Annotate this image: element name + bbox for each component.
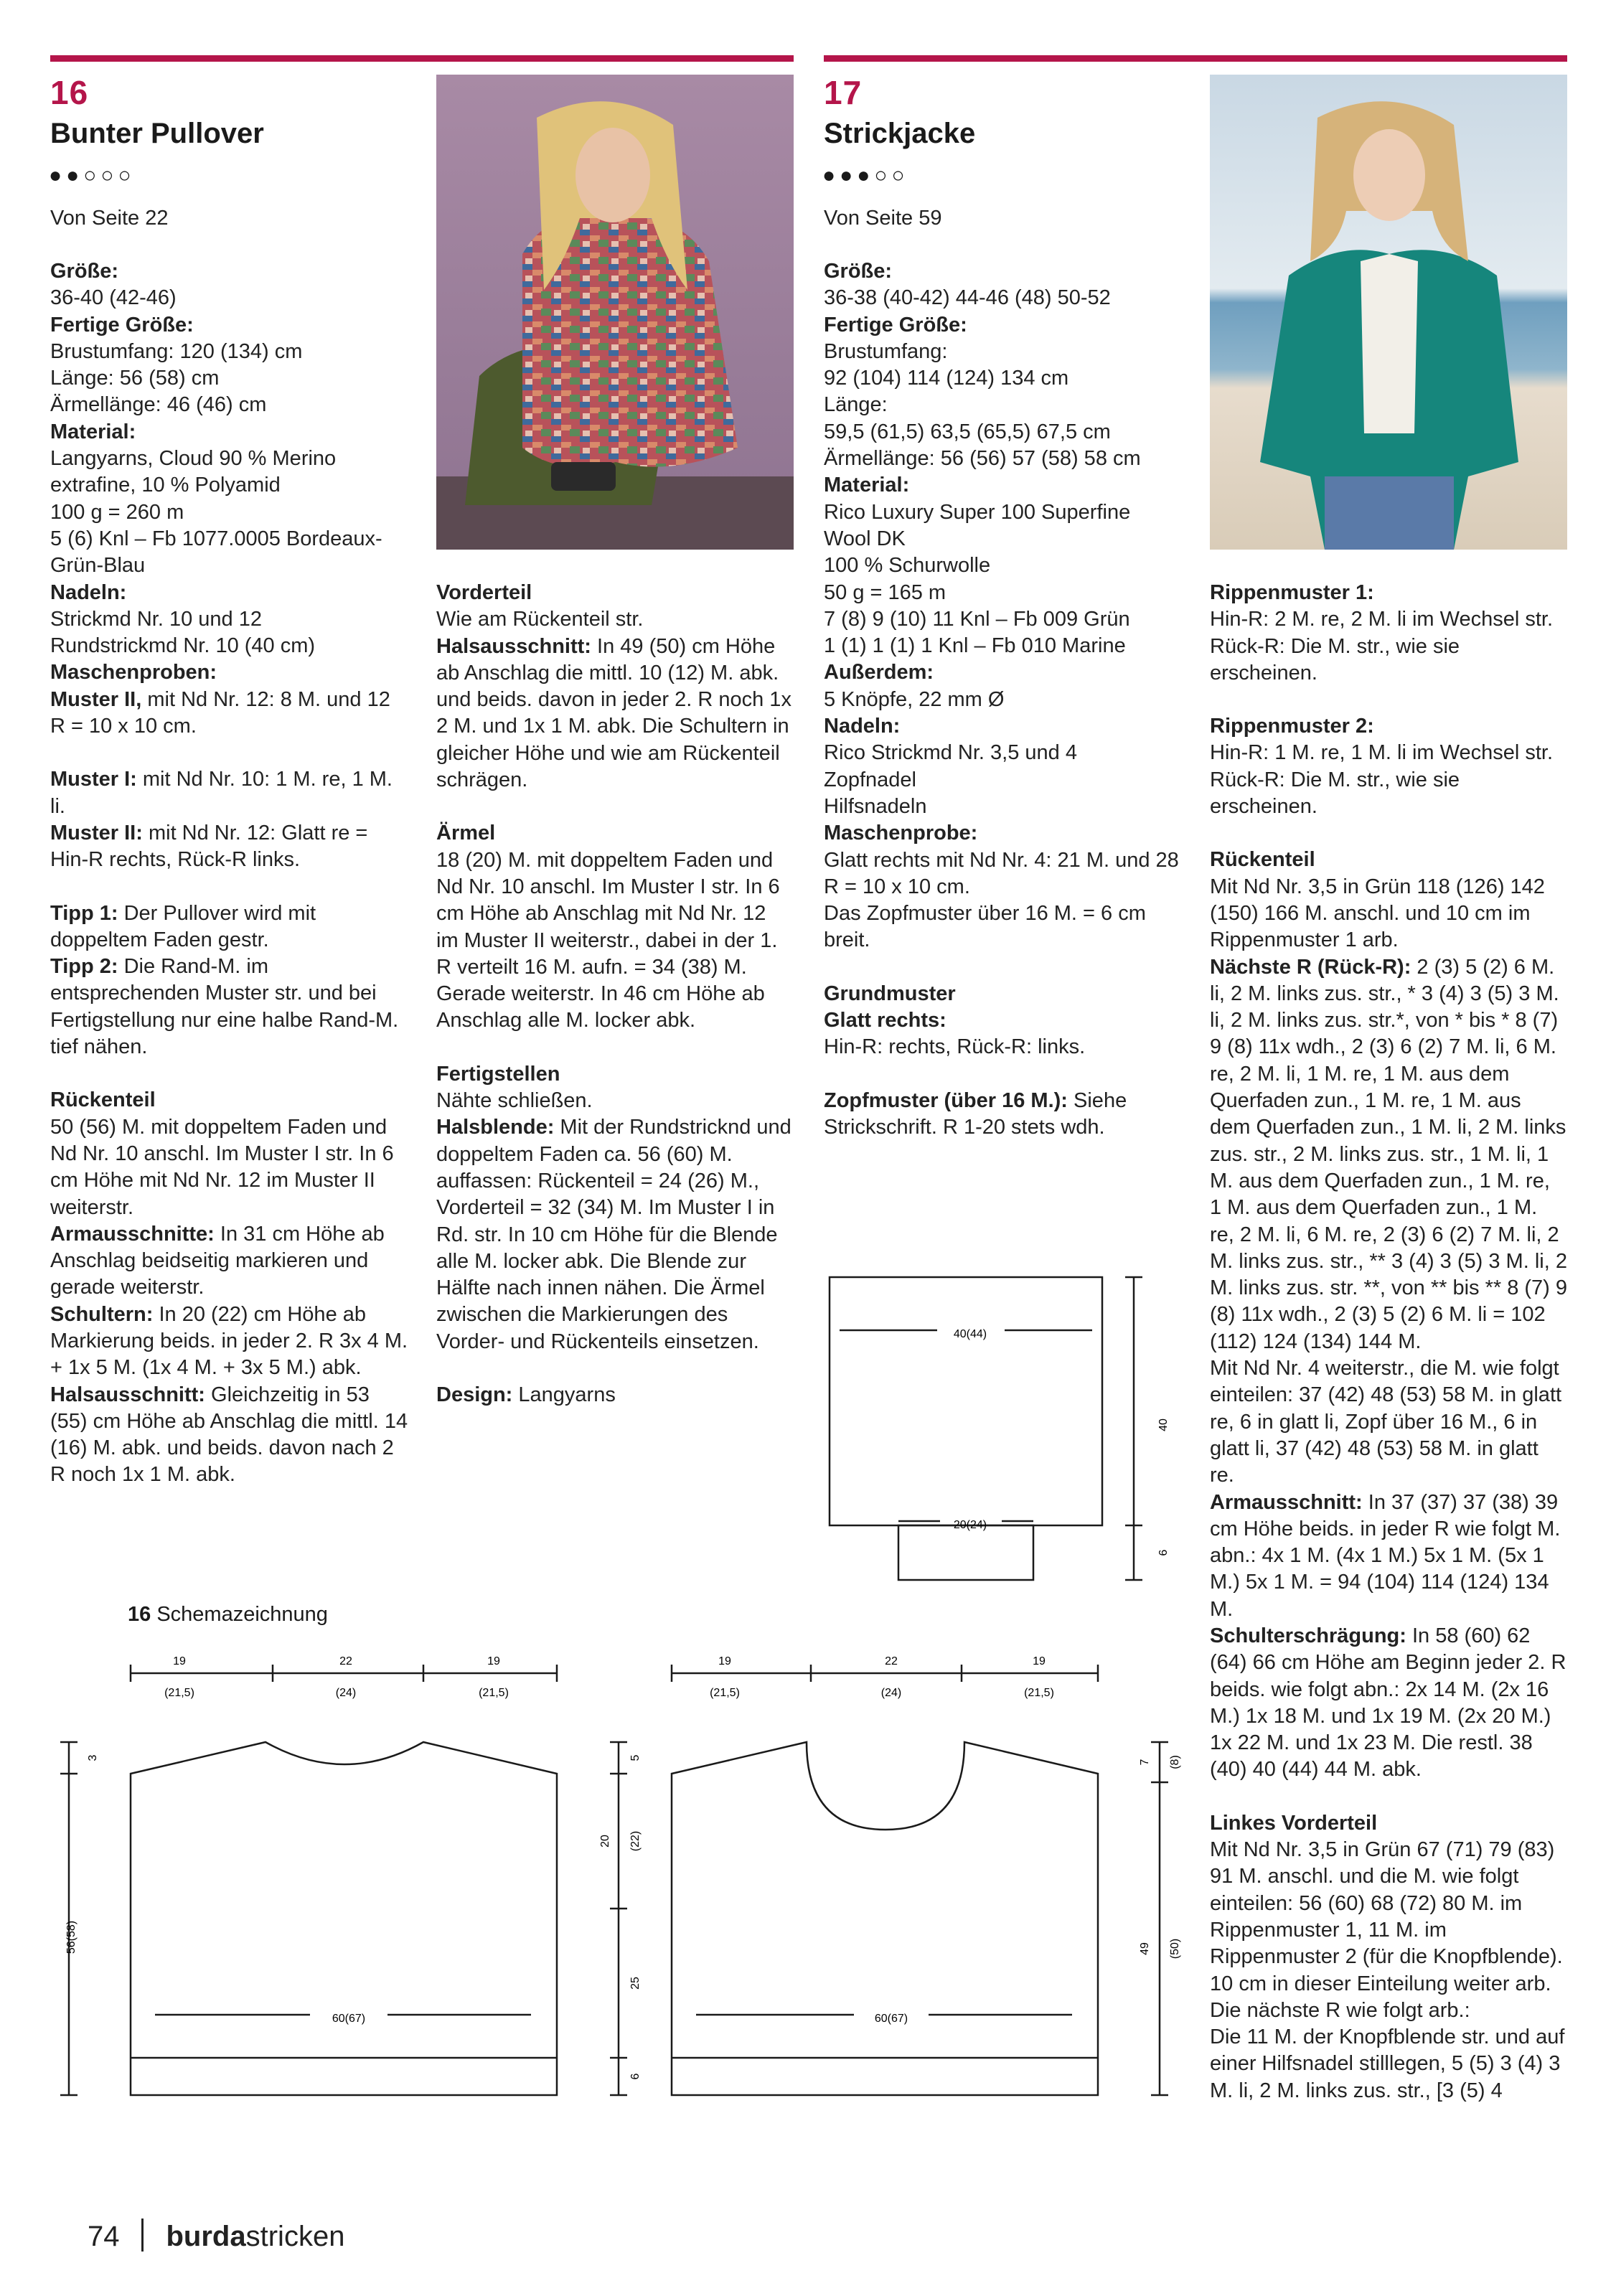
paragraph-text: Die 11 M. der Knopfblende str. und auf einer Hilfsnadel stilllegen, 5 (5) 3 (4) 3 M. li, 2 M. links zus. str., [3 (5) 4 bbox=[1210, 2026, 1565, 2102]
instruction-paragraph bbox=[436, 847, 794, 1035]
instruction-paragraph bbox=[824, 900, 1183, 954]
paragraph-heading: Rückenteil bbox=[50, 1088, 156, 1112]
paragraph-text: In 49 (50) cm Höhe ab Anschlag die mittl. 10 (12) M. abk. und beids. davon in jeder 2. R noch 1x 2 M. und 1x 1 M. abk. Die Schultern in gleicher Höhe und wie am Rückenteil schrägen. bbox=[436, 634, 791, 792]
back-width-label: 60(67) bbox=[332, 2013, 366, 2025]
instruction-paragraph bbox=[50, 820, 409, 874]
paragraph-text: 92 (104) 114 (124) 134 cm bbox=[824, 367, 1069, 390]
paragraph-heading: Größe: bbox=[50, 260, 119, 283]
paragraph-heading: Größe: bbox=[824, 260, 893, 283]
back-seg3-top: 19 bbox=[487, 1655, 500, 1667]
instruction-paragraph bbox=[824, 767, 1183, 794]
instruction-paragraph bbox=[50, 285, 409, 311]
instruction-paragraph bbox=[50, 365, 409, 392]
sleeve-height-cuff: 6 bbox=[1157, 1549, 1170, 1556]
paragraph-text: Hilfsnadeln bbox=[824, 794, 927, 818]
front-seg2-top: 22 bbox=[885, 1655, 898, 1667]
sleeve-width-top: 40(44) bbox=[953, 1328, 987, 1340]
instruction-paragraph bbox=[436, 1061, 794, 1088]
instruction-paragraph bbox=[50, 659, 409, 686]
back-seg2-top: 22 bbox=[339, 1655, 352, 1667]
mid-body: 25 bbox=[629, 1977, 642, 1990]
instruction-paragraph bbox=[50, 900, 409, 954]
sleeve-body-outline bbox=[830, 1277, 1102, 1525]
right-body-b: (50) bbox=[1169, 1938, 1181, 1959]
paragraph-heading: Halsausschnitt: bbox=[436, 634, 591, 658]
page-reference-17: Von Seite 59 bbox=[824, 207, 942, 230]
pattern17-column1 bbox=[824, 258, 1183, 1141]
pattern-title-16: Bunter Pullover bbox=[50, 118, 264, 149]
instruction-paragraph bbox=[436, 1382, 794, 1408]
paragraph-heading: Design: bbox=[436, 1383, 513, 1407]
front-seg2-bot: (24) bbox=[880, 1687, 902, 1699]
instruction-paragraph bbox=[824, 472, 1183, 499]
paragraph-text: Die Rand-M. im entsprechenden Muster str. und bei Fertigstellung nur eine halbe Rand-M. tief nähen. bbox=[50, 955, 399, 1059]
paragraph-heading: Halsblende: bbox=[436, 1116, 555, 1139]
paragraph-heading: Muster II: bbox=[50, 821, 143, 844]
instruction-paragraph bbox=[824, 419, 1183, 446]
paragraph-heading: Vorderteil bbox=[436, 581, 532, 604]
instruction-paragraph bbox=[824, 258, 1183, 285]
instruction-paragraph bbox=[1210, 606, 1567, 687]
back-seg1-top: 19 bbox=[173, 1655, 186, 1667]
instruction-paragraph bbox=[50, 606, 409, 633]
instruction-paragraph bbox=[50, 419, 409, 446]
paragraph-heading: Rippenmuster 2: bbox=[1210, 715, 1374, 738]
paragraph-text: Das Zopfmuster über 16 M. = 6 cm breit. bbox=[824, 902, 1146, 952]
paragraph-heading: Nadeln: bbox=[50, 580, 127, 604]
paragraph-heading: Ärmel bbox=[436, 822, 496, 845]
pattern-number-16: 16 bbox=[50, 74, 89, 111]
front-seg3-top: 19 bbox=[1033, 1655, 1046, 1667]
pattern16-column1 bbox=[50, 258, 409, 1489]
paragraph-gap bbox=[1210, 820, 1567, 847]
paragraph-heading: Rippenmuster 1: bbox=[1210, 581, 1374, 604]
paragraph-heading: Tipp 2: bbox=[50, 955, 118, 979]
paragraph-heading: Schulterschrägung: bbox=[1210, 1624, 1406, 1647]
page-footer bbox=[88, 2219, 344, 2253]
paragraph-text: 50 (56) M. mit doppeltem Faden und Nd Nr. 10 anschl. Im Muster I str. In 6 cm Höhe mit Nd Nr. 12 im Muster II weiterstr. bbox=[50, 1115, 394, 1219]
pattern-number-17: 17 bbox=[824, 74, 863, 111]
paragraph-text: Rundstrickmd Nr. 10 (40 cm) bbox=[50, 634, 316, 658]
instruction-paragraph bbox=[824, 1034, 1183, 1060]
paragraph-heading: Halsausschnitt: bbox=[50, 1383, 205, 1406]
instruction-paragraph bbox=[436, 634, 794, 794]
back-left-top: 3 bbox=[87, 1754, 99, 1761]
paragraph-gap bbox=[824, 1061, 1183, 1088]
instruction-paragraph bbox=[1210, 740, 1567, 820]
instruction-paragraph bbox=[50, 766, 409, 820]
paragraph-heading: Armausschnitt: bbox=[1210, 1490, 1363, 1514]
paragraph-text: 18 (20) M. mit doppeltem Faden und Nd Nr. 10 anschl. Im Muster I str. In 6 cm Höhe ab Anschlag mit Nd Nr. 12 im Muster II weiterstr., dabei in der 1. R verteilt 16 M. aufn. = 34 (38) M. Gerade weiterstr. In 46 cm Höhe ab Anschlag alle M. locker abk. bbox=[436, 848, 780, 1032]
instruction-paragraph bbox=[1210, 1623, 1567, 1784]
instruction-paragraph bbox=[50, 687, 409, 740]
instruction-paragraph bbox=[50, 526, 409, 580]
paragraph-text: 50 g = 165 m bbox=[824, 580, 946, 604]
paragraph-text: Der Pullover wird mit doppeltem Faden gestr. bbox=[50, 901, 316, 951]
instruction-paragraph bbox=[50, 1302, 409, 1382]
paragraph-heading: Außerdem: bbox=[824, 661, 934, 684]
instruction-paragraph bbox=[436, 1088, 794, 1114]
paragraph-text: mit Nd Nr. 12: Glatt re = Hin-R rechts, Rück-R links. bbox=[50, 821, 368, 872]
sleeve-cuff-outline bbox=[898, 1525, 1033, 1580]
paragraph-text: mit Nd Nr. 10: 1 M. re, 1 M. li. bbox=[50, 768, 393, 818]
paragraph-gap bbox=[436, 1035, 794, 1061]
instruction-paragraph bbox=[824, 499, 1183, 553]
front-seg1-top: 19 bbox=[718, 1655, 731, 1667]
paragraph-heading: Maschenprobe: bbox=[824, 822, 978, 845]
instruction-paragraph bbox=[1210, 2024, 1567, 2104]
back-seg3-bot: (21,5) bbox=[479, 1687, 509, 1699]
brand-bold: burda bbox=[166, 2221, 246, 2252]
instruction-paragraph bbox=[436, 820, 794, 847]
instruction-paragraph bbox=[50, 633, 409, 659]
instruction-paragraph bbox=[1210, 1810, 1567, 1837]
paragraph-heading: Material: bbox=[824, 474, 910, 497]
page-reference-16: Von Seite 22 bbox=[50, 207, 169, 230]
paragraph-text: Langyarns bbox=[512, 1383, 616, 1407]
instruction-paragraph bbox=[824, 847, 1183, 901]
paragraph-heading: Grundmuster bbox=[824, 982, 956, 1005]
paragraph-text: 100 % Schurwolle bbox=[824, 554, 991, 578]
paragraph-heading: Armausschnitte: bbox=[50, 1222, 215, 1246]
paragraph-gap bbox=[1210, 687, 1567, 713]
instruction-paragraph bbox=[50, 258, 409, 285]
instruction-paragraph bbox=[1210, 580, 1567, 606]
back-piece-outline bbox=[131, 1742, 557, 2095]
instruction-paragraph bbox=[50, 312, 409, 339]
paragraph-text: Zopfnadel bbox=[824, 768, 916, 791]
paragraph-heading: Glatt rechts: bbox=[824, 1009, 946, 1032]
brand-light: stricken bbox=[245, 2221, 345, 2252]
instruction-paragraph bbox=[824, 820, 1183, 847]
sleeve-height-main: 40 bbox=[1157, 1418, 1170, 1431]
paragraph-text: Gleichzeitig in 53 (55) cm Höhe ab Anschlag die mittl. 14 (16) M. abk. und beids. davon nach 2 R noch 1x 1 M. abk. bbox=[50, 1383, 408, 1487]
mid-rib: 6 bbox=[629, 2073, 642, 2080]
instruction-paragraph bbox=[436, 606, 794, 633]
paragraph-heading: Fertige Größe: bbox=[824, 313, 967, 337]
paragraph-heading: Muster II, bbox=[50, 687, 142, 711]
instruction-paragraph bbox=[50, 1221, 409, 1302]
instruction-paragraph bbox=[1210, 847, 1567, 873]
paragraph-text: Hin-R: 1 M. re, 1 M. li im Wechsel str. Rück-R: Die M. str., wie sie erscheinen. bbox=[1210, 741, 1554, 819]
back-seg2-bot: (24) bbox=[335, 1687, 357, 1699]
paragraph-text: Siehe Strickschrift. R 1-20 stets wdh. bbox=[824, 1088, 1127, 1139]
paragraph-gap bbox=[1210, 1784, 1567, 1810]
paragraph-text: In 58 (60) 62 (64) 66 cm Höhe am Beginn jeder 2. R beids. wie folgt abn.: 2x 14 M. (2x 16 M.) 1x 18 M. und 1x 19 M. (2x 20 M.) 1x 22 M. und 1x 23 M. Die restl. 38 (40) 40 (44) 44 M. abk. bbox=[1210, 1624, 1566, 1782]
instruction-paragraph bbox=[824, 580, 1183, 606]
paragraph-text: Hin-R: 2 M. re, 2 M. li im Wechsel str. Rück-R: Die M. str., wie sie erscheinen. bbox=[1210, 608, 1554, 684]
section-rule-16 bbox=[50, 55, 794, 62]
paragraph-text: In 20 (22) cm Höhe ab Markierung beids. in jeder 2. R 3x 4 M. + 1x 5 M. (1x 4 M. + 3x 5 M.) abk. bbox=[50, 1302, 408, 1380]
paragraph-text: Rico Luxury Super 100 Superfine Wool DK bbox=[824, 500, 1131, 550]
mid-arm-b: (22) bbox=[629, 1830, 642, 1852]
paragraph-text: Mit Nd Nr. 3,5 in Grün 67 (71) 79 (83) 91 M. anschl. und die M. wie folgt einteilen: 56 (60) 68 (72) 80 M. im Rippenmuster 1, 11 M. im Rippenmuster 2 (für die Knopfblende). 10 cm in dieser Einteilung weiter arb. Die nächste R wie folgt arb.: bbox=[1210, 1838, 1563, 2022]
paragraph-text: Brustumfang: bbox=[824, 339, 948, 363]
instruction-paragraph bbox=[824, 794, 1183, 820]
photo-strickjacke bbox=[1210, 75, 1567, 550]
paragraph-text: Glatt rechts mit Nd Nr. 4: 21 M. und 28 R = 10 x 10 cm. bbox=[824, 848, 1179, 898]
instruction-paragraph bbox=[1210, 713, 1567, 740]
pattern17-column2 bbox=[1210, 580, 1567, 2104]
paragraph-gap bbox=[824, 954, 1183, 981]
paragraph-heading: Rückenteil bbox=[1210, 848, 1315, 872]
paragraph-text: 36-38 (40-42) 44-46 (48) 50-52 bbox=[824, 286, 1111, 310]
pattern16-column2 bbox=[436, 580, 794, 1408]
paragraph-gap bbox=[50, 1060, 409, 1087]
instruction-paragraph bbox=[824, 1088, 1183, 1142]
paragraph-text: In 31 cm Höhe ab Anschlag beidseitig markieren und gerade weiterstr. bbox=[50, 1222, 385, 1299]
paragraph-gap bbox=[50, 740, 409, 766]
paragraph-heading: Tipp 1: bbox=[50, 901, 118, 925]
mid-arm: 20 bbox=[599, 1835, 611, 1848]
instruction-paragraph bbox=[824, 659, 1183, 686]
paragraph-heading: Fertige Größe: bbox=[50, 313, 194, 337]
right-body: 49 bbox=[1139, 1942, 1151, 1955]
front-piece-outline bbox=[672, 1742, 1098, 2095]
instruction-paragraph bbox=[824, 285, 1183, 311]
paragraph-text: 7 (8) 9 (10) 11 Knl – Fb 009 Grün bbox=[824, 607, 1130, 631]
paragraph-heading: Nadeln: bbox=[824, 715, 901, 738]
paragraph-heading: Muster I: bbox=[50, 768, 137, 791]
paragraph-text: Mit Nd Nr. 4 weiterstr., die M. wie folgt einteilen: 37 (42) 48 (53) 58 M. in glatt re, 6 in glatt li, Zopf über 16 M., 6 in glatt li, 37 (42) 48 (53) 58 M. in glatt re. bbox=[1210, 1357, 1562, 1487]
paragraph-text: Mit Nd Nr. 3,5 in Grün 118 (126) 142 (150) 166 M. anschl. und 10 cm im Rippenmuster 1 arb. bbox=[1210, 875, 1545, 952]
paragraph-text: Ärmellänge: 56 (56) 57 (58) 58 cm bbox=[824, 447, 1141, 471]
paragraph-gap bbox=[436, 1355, 794, 1382]
footer-divider bbox=[141, 2219, 144, 2252]
paragraph-text: 5 (6) Knl – Fb 1077.0005 Bordeaux-Grün-Blau bbox=[50, 527, 382, 578]
schema-caption-number: 16 bbox=[128, 1603, 151, 1626]
paragraph-text: Rico Strickmd Nr. 3,5 und 4 bbox=[824, 741, 1077, 765]
back-front-schema bbox=[0, 1636, 1220, 2167]
sleeve-width-bottom: 20(24) bbox=[953, 1519, 987, 1531]
schema-caption bbox=[128, 1603, 328, 1627]
instruction-paragraph bbox=[1210, 1837, 1567, 2024]
photo-bunter-pullover bbox=[436, 75, 794, 550]
instruction-paragraph bbox=[1210, 954, 1567, 1355]
sleeve-schema bbox=[818, 1263, 1191, 1622]
instruction-paragraph bbox=[1210, 1355, 1567, 1489]
instruction-paragraph bbox=[824, 446, 1183, 472]
paragraph-text: 36-40 (42-46) bbox=[50, 286, 177, 310]
instruction-paragraph bbox=[436, 1114, 794, 1355]
instruction-paragraph bbox=[50, 392, 409, 418]
front-seg1-bot: (21,5) bbox=[710, 1687, 740, 1699]
paragraph-heading: Schultern: bbox=[50, 1302, 154, 1326]
paragraph-heading: Fertigstellen bbox=[436, 1062, 560, 1086]
instruction-paragraph bbox=[824, 687, 1183, 713]
paragraph-text: 1 (1) 1 (1) 1 Knl – Fb 010 Marine bbox=[824, 634, 1126, 658]
paragraph-text: Mit der Rundstricknd und doppeltem Faden ca. 56 (60) M. auffassen: Rückenteil = 24 (26) M., Vorderteil = 32 (34) M. Im Muster I in Rd. str. In 10 cm Höhe für die Blende alle M. locker abk. Die Blende zur Hälfte nach innen nähen. Die Ärmel zwischen die Markierungen des Vorder- und Rückenteils einsetzen. bbox=[436, 1116, 791, 1353]
paragraph-text: 2 (3) 5 (2) 6 M. li, 2 M. links zus. str., * 3 (4) 3 (5) 3 M. li, 2 M. links zus. str.*, von * bis * 8 (7) 9 (8) 11x wdh., 2 (3) 6 (2) 7 M. li, 6 M. re, 2 M. li, 1 M. re, 1 M. aus dem Querfaden zun., 1 M. re, 1 M. aus dem Querfaden zun., 1 M. li, 2 M. links zus. str., 2 M. links zus. str., 1 M. li, 1 M. aus dem Querfaden zun., 1 M. re, 1 M. aus dem Querfaden zun., 1 M. re, 2 M. li, 6 M. re, 2 (3) 6 (2) 7 M. li, 2 M. links zus. str., ** 3 (4) 3 (5) 3 M. li, 2 M. links zus. str. **, von ** bis ** 8 (7) 9 (8) 11x wdh., 2 (3) 5 (2) 6 M. li = 102 (112) 124 (134) 144 M. bbox=[1210, 955, 1568, 1353]
right-shoulder: 7 bbox=[1139, 1759, 1151, 1766]
instruction-paragraph bbox=[50, 954, 409, 1060]
paragraph-heading: Material: bbox=[50, 420, 136, 443]
instruction-paragraph bbox=[824, 981, 1183, 1007]
instruction-paragraph bbox=[824, 392, 1183, 418]
paragraph-text: Ärmellänge: 46 (46) cm bbox=[50, 393, 267, 417]
paragraph-text: mit Nd Nr. 12: 8 M. und 12 R = 10 x 10 cm. bbox=[50, 687, 390, 738]
front-seg3-bot: (21,5) bbox=[1024, 1687, 1054, 1699]
instruction-paragraph bbox=[1210, 1490, 1567, 1623]
paragraph-gap bbox=[436, 794, 794, 820]
paragraph-text: 5 Knöpfe, 22 mm Ø bbox=[824, 687, 1005, 711]
instruction-paragraph bbox=[824, 552, 1183, 579]
instruction-paragraph bbox=[824, 740, 1183, 766]
paragraph-text: Wie am Rückenteil str. bbox=[436, 608, 644, 631]
instruction-paragraph bbox=[50, 446, 409, 499]
instruction-paragraph bbox=[824, 633, 1183, 659]
instruction-paragraph bbox=[50, 1087, 409, 1114]
instruction-paragraph bbox=[50, 1114, 409, 1221]
paragraph-gap bbox=[50, 874, 409, 900]
instruction-paragraph bbox=[824, 365, 1183, 392]
instruction-paragraph bbox=[1210, 874, 1567, 954]
instruction-paragraph bbox=[824, 339, 1183, 365]
paragraph-text: Strickmd Nr. 10 und 12 bbox=[50, 607, 262, 631]
paragraph-text: Hin-R: rechts, Rück-R: links. bbox=[824, 1035, 1086, 1059]
pattern-title-17: Strickjacke bbox=[824, 118, 976, 149]
instruction-paragraph bbox=[824, 713, 1183, 740]
paragraph-text: 100 g = 260 m bbox=[50, 500, 184, 524]
instruction-paragraph bbox=[50, 499, 409, 526]
paragraph-heading: Linkes Vorderteil bbox=[1210, 1811, 1378, 1835]
paragraph-text: Brustumfang: 120 (134) cm bbox=[50, 339, 303, 363]
instruction-paragraph bbox=[50, 339, 409, 365]
back-left-total: 56(58) bbox=[65, 1920, 77, 1954]
mid-neck: 5 bbox=[629, 1754, 642, 1761]
instruction-paragraph bbox=[824, 312, 1183, 339]
paragraph-heading: Zopfmuster (über 16 M.): bbox=[824, 1088, 1068, 1112]
paragraph-text: Länge: bbox=[824, 393, 888, 417]
page-number: 74 bbox=[88, 2221, 120, 2252]
paragraph-heading: Nächste R (Rück-R): bbox=[1210, 955, 1411, 979]
paragraph-text: Nähte schließen. bbox=[436, 1089, 593, 1113]
instruction-paragraph bbox=[50, 580, 409, 606]
difficulty-rating-16: ●●○○○ bbox=[49, 164, 136, 187]
instruction-paragraph bbox=[824, 1007, 1183, 1034]
instruction-paragraph bbox=[436, 580, 794, 606]
paragraph-text: In 37 (37) 37 (38) 39 cm Höhe beids. in jeder R wie folgt M. abn.: 4x 1 M. (4x 1 M.) 5x 1 M. (5x 1 M.) 5x 1 M. = 94 (104) 114 (124) 134 M. bbox=[1210, 1490, 1561, 1621]
instruction-paragraph bbox=[50, 1382, 409, 1489]
paragraph-text: Länge: 56 (58) cm bbox=[50, 367, 220, 390]
right-shoulder-b: (8) bbox=[1169, 1755, 1181, 1769]
paragraph-text: 59,5 (61,5) 63,5 (65,5) 67,5 cm bbox=[824, 420, 1111, 443]
difficulty-rating-17: ●●●○○ bbox=[822, 164, 909, 187]
back-seg1-bot: (21,5) bbox=[164, 1687, 194, 1699]
section-rule-17 bbox=[824, 55, 1567, 62]
schema-caption-text: Schemazeichnung bbox=[156, 1603, 328, 1626]
front-width-label: 60(67) bbox=[874, 2013, 908, 2025]
instruction-paragraph bbox=[824, 606, 1183, 633]
paragraph-text: Langyarns, Cloud 90 % Merino extrafine, 10 % Polyamid bbox=[50, 447, 337, 497]
paragraph-heading: Maschenproben: bbox=[50, 661, 217, 684]
